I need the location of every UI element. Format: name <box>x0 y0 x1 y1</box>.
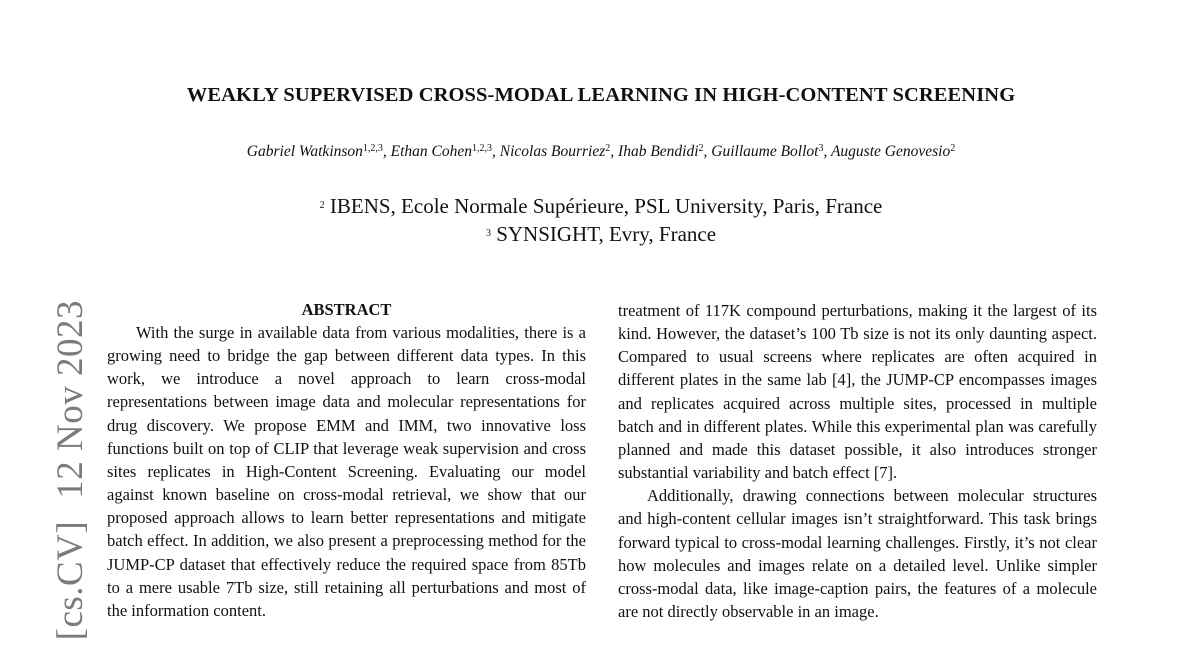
affiliation-line <box>0 222 1200 247</box>
left-column <box>107 298 586 622</box>
abstract-heading: ABSTRACT <box>301 300 392 319</box>
author-name: Guillaume Bollot <box>711 143 819 160</box>
body-paragraph: Additionally, drawing connections between molecular structures and high-content cellular images isn’t straightforward. This task brings forward typical to cross-modal learning challenges. Firstly, it’s not clear how molecules and images relate on a detailed level. Unlike simpler cross-modal data, like image-caption pairs, the features of a molecule are not directly observable in an image. <box>618 486 1097 622</box>
author-affil-mark: 2 <box>698 143 704 154</box>
author-name: Gabriel Watkinson <box>246 143 363 160</box>
author-name: Ihab Bendidi <box>618 143 699 160</box>
arxiv-date: 12 Nov 2023 <box>50 300 91 499</box>
author-name: Auguste Genovesio <box>830 143 951 160</box>
abstract-text: With the surge in available data from various modalities, there is a growing need to bridge the gap between different data types. In this work, we introduce a novel approach to learn cross-modal representations between image data and molecular representations for drug discovery. We propose EMM and IMM, two innovative loss functions built on top of CLIP that leverage weak supervision and cross sites replicates in High-Content Screening. Evaluating our model against known baseline on cross-modal retrieval, we show that our proposed approach allows to learn better representations and mitigate batch effect. In addition, we also present a preprocessing method for the JUMP-CP dataset that effectively reduce the required space from 85Tb to a mere usable 7Tb size, still retaining all perturbations and most of the information content. <box>107 323 586 620</box>
arxiv-side-stamp <box>52 300 89 640</box>
author-affil-mark: 1,2,3 <box>362 143 383 154</box>
affiliation-text: IBENS, Ecole Normale Supérieure, PSL University, Paris, France <box>329 194 883 218</box>
right-column <box>618 299 1097 623</box>
affiliation-mark: 2 <box>319 200 325 211</box>
author-affil-mark: 2 <box>950 143 956 154</box>
author-affil-mark: 2 <box>605 143 611 154</box>
affiliation-mark: 3 <box>485 228 491 239</box>
author-name: Ethan Cohen <box>390 143 473 160</box>
body-paragraph: treatment of 117K compound perturbations, making it the largest of its kind. However, the dataset’s 100 Tb size is not its only daunting aspect. Compared to usual screens where replicates are often acquired in different plates in the same lab [4], the JUMP-CP encompasses images and replicates acquired across multiple sites, processed in multiple batch and in different plates. While this experimental plan was carefully planned and made this dataset possible, it also introduces stronger substantial variability and batch effect [7]. <box>618 301 1097 483</box>
affiliation-line <box>0 194 1200 219</box>
author-list: Gabriel Watkinson$^{1,2,3}$, Ethan Cohen$^{1,2,3}$, Nicolas Bourriez$^2$, Ihab Bendidi$^2$, Guillaume Bollot$^3$, Auguste Genovesio$^2$ <box>246 143 956 160</box>
author-affil-mark: 3 <box>818 143 824 154</box>
arxiv-category: [cs.CV] <box>50 520 91 641</box>
affiliation-text: SYNSIGHT, Evry, France <box>496 222 717 246</box>
author-name: Nicolas Bourriez <box>499 143 606 160</box>
author-affil-mark: 1,2,3 <box>472 143 493 154</box>
paper-title: WEAKLY SUPERVISED CROSS-MODAL LEARNING IN HIGH-CONTENT SCREENING <box>186 84 1016 106</box>
